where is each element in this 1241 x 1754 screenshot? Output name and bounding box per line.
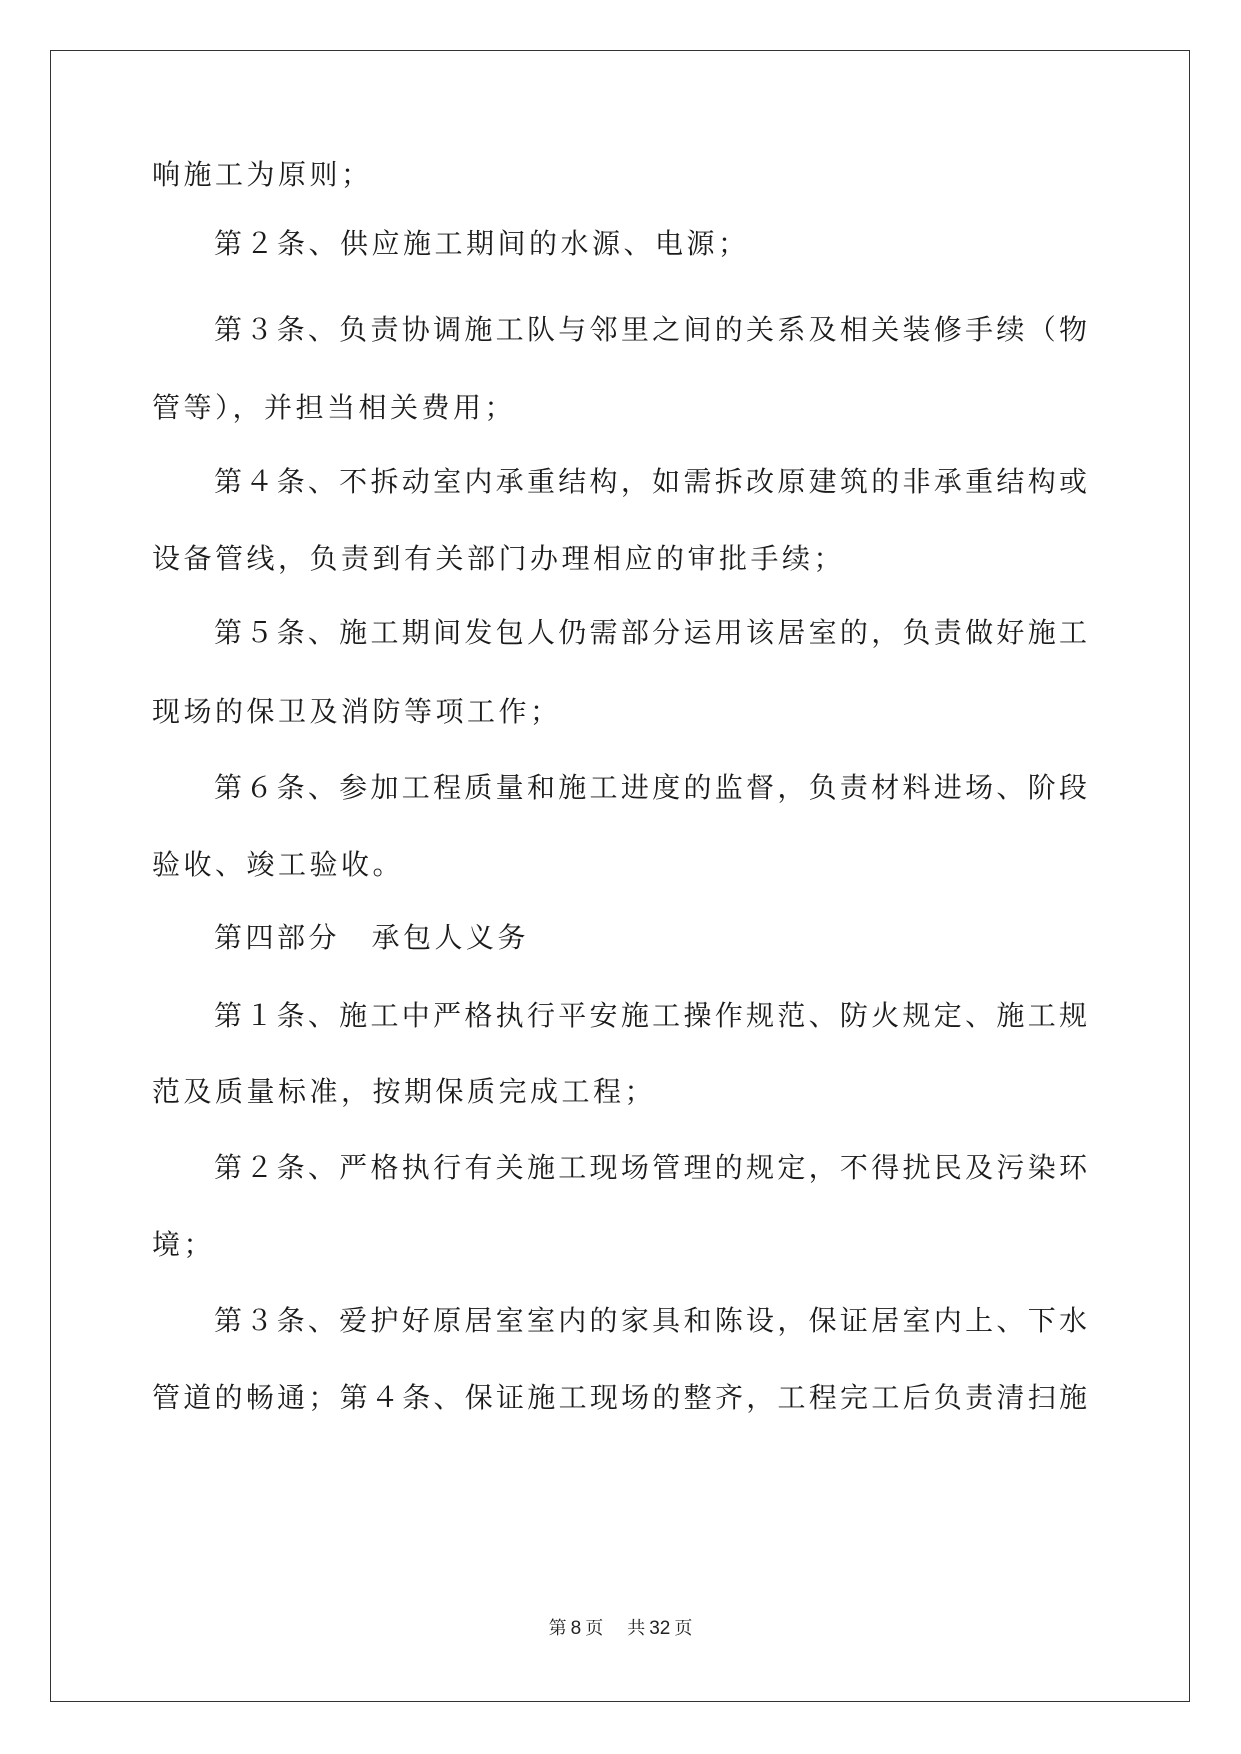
text-line: 第２条、供应施工期间的水源、电源； (214, 227, 750, 260)
page-footer (0, 1617, 1241, 1641)
text-line: 第３条、负责协调施工队与邻里之间的关系及相关装修手续（物 (214, 313, 1087, 346)
page-suffix: 页 (585, 1618, 604, 1639)
total-suffix: 页 (674, 1618, 693, 1639)
text-line: 境； (152, 1228, 216, 1261)
total-prefix: 共 (627, 1618, 646, 1639)
text-line: 管道的畅通；第４条、保证施工现场的整齐，工程完工后负责清扫施 (152, 1381, 1087, 1414)
text-line: 管等），并担当相关费用； (152, 391, 517, 424)
text-line: 第３条、爱护好原居室室内的家具和陈设，保证居室内上、下水 (214, 1304, 1087, 1337)
text-line: 现场的保卫及消防等项工作； (152, 695, 562, 728)
text-line: 第４条、不拆动室内承重结构，如需拆改原建筑的非承重结构或 (214, 465, 1087, 498)
text-line: 第２条、严格执行有关施工现场管理的规定，不得扰民及污染环 (214, 1151, 1087, 1184)
page-number: 8 (570, 1618, 582, 1639)
text-line: 验收、竣工验收。 (152, 848, 405, 881)
text-line: 第１条、施工中严格执行平安施工操作规范、防火规定、施工规 (214, 999, 1087, 1032)
text-line: 第６条、参加工程质量和施工进度的监督，负责材料进场、阶段 (214, 771, 1087, 804)
text-line: 第５条、施工期间发包人仍需部分运用该居室的，负责做好施工 (214, 616, 1087, 649)
section-heading: 第四部分 承包人义务 (214, 921, 530, 954)
total-pages: 32 (649, 1618, 671, 1639)
page-prefix: 第 (548, 1618, 567, 1639)
text-line: 范及质量标准，按期保质完成工程； (152, 1075, 657, 1108)
text-line: 响施工为原则； (152, 158, 373, 191)
text-line: 设备管线，负责到有关部门办理相应的审批手续； (152, 542, 846, 575)
